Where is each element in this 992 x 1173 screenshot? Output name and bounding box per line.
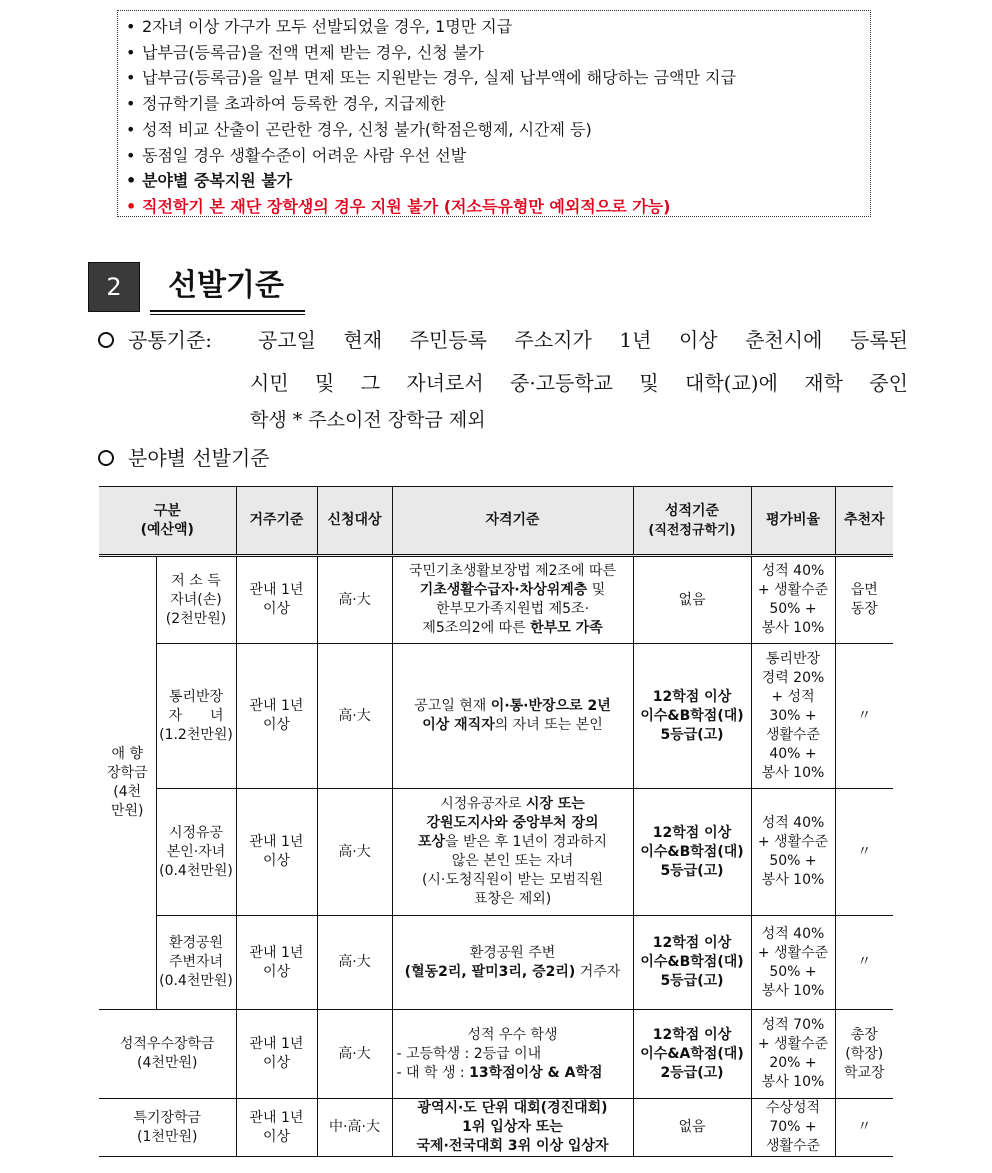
residence-cell: 관내 1년 이상 — [236, 556, 317, 644]
table-row — [99, 1099, 893, 1157]
group-name-cell: 애 향 장학금 (4천 만원) — [99, 556, 156, 1010]
header-residence: 거주기준 — [236, 487, 317, 556]
bullet-icon: • — [126, 94, 136, 114]
ratio-cell: 성적 40% + 생활수준 50% + 봉사 10% — [751, 556, 835, 644]
qualification-text: 의 자녀 또는 본인 — [494, 717, 603, 733]
field-criteria-heading: 분야별 선발기준 — [98, 442, 270, 471]
criteria-word: 이상 — [678, 328, 718, 352]
bullet-icon: • — [126, 17, 136, 36]
ratio-cell: 수상성적 70% + 생활수준 — [751, 1099, 835, 1157]
qualification-text: 시정유공자로 — [440, 796, 526, 812]
ratio-cell: 성적 70% + 생활수준 20% + 봉사 10% — [751, 1010, 835, 1099]
circle-bullet-icon — [98, 450, 114, 466]
qualification-text: 을 받은 후 1년이 경과하지 않은 본인 또는 자녀 (시·도청직원이 받는 모범직원 표창은 제외) — [421, 834, 607, 907]
header-ratio: 평가비율 — [751, 487, 835, 556]
category-cell: 환경공원 주변자녀 (0.4천만원) — [156, 916, 236, 1010]
notice-item — [126, 14, 870, 40]
table-row — [99, 789, 893, 916]
table-row — [99, 644, 893, 789]
residence-cell: 관내 1년 이상 — [236, 1010, 317, 1099]
section-title: 선발기준 — [150, 262, 305, 312]
qualification-text: 국민기초생활보장법 제2조에 따른 — [408, 563, 617, 579]
bullet-icon: • — [126, 68, 136, 88]
category-cell: 성적우수장학금 (4천만원) — [99, 1010, 236, 1099]
bullet-icon: • — [126, 119, 136, 139]
table-row — [99, 556, 893, 644]
criteria-word: 등록된 — [849, 328, 908, 352]
qualification-text: 환경공원 주변 — [469, 944, 556, 961]
criteria-word: 중·고등학교 — [510, 371, 613, 395]
notice-text: 성적 비교 산출이 곤란한 경우, 신청 불가(학점은행제, 시간제 등) — [142, 119, 592, 139]
recommender-cell: 〃 — [835, 789, 893, 916]
notice-text: 정규학기를 초과하여 등록한 경우, 지급제한 — [142, 94, 446, 114]
notice-list — [126, 14, 870, 220]
recommender-cell: 〃 — [835, 1099, 893, 1157]
notice-item — [126, 194, 870, 220]
notice-text: 직전학기 본 재단 장학생의 경우 지원 불가 (저소득유형만 예외적으로 가능) — [142, 196, 671, 216]
criteria-word: 중인 — [869, 371, 908, 395]
qualification-cell — [392, 556, 633, 644]
notice-text: 분야별 중복지원 불가 — [142, 171, 293, 191]
residence-cell: 관내 1년 이상 — [236, 1099, 317, 1157]
criteria-word: 및 — [639, 371, 659, 395]
qualification-text: 공고일 현재 — [414, 698, 491, 714]
header-recommender: 추천자 — [835, 487, 893, 556]
ratio-cell: 성적 40% + 생활수준 50% + 봉사 10% — [751, 916, 835, 1010]
qualification-cell — [392, 1010, 633, 1099]
target-cell: 高·大 — [317, 644, 392, 789]
target-cell: 高·大 — [317, 556, 392, 644]
notice-item — [126, 168, 870, 194]
criteria-word: 시민 — [250, 371, 289, 395]
criteria-word: 주민등록 — [409, 328, 487, 352]
table-row — [99, 916, 893, 1010]
qualification-text: 및 한부모가족지원법 제5조· 제5조의2에 따른 — [422, 582, 606, 636]
section-number: 2 — [88, 262, 140, 312]
notice-item — [126, 65, 870, 91]
selection-criteria-table — [99, 486, 893, 1157]
qualification-bold: 시장 또는 강원도지사와 중앙부처 장의 포상 — [417, 796, 599, 850]
notice-box — [117, 10, 871, 217]
criteria-word: 대학(교)에 — [685, 371, 778, 395]
residence-cell: 관내 1년 이상 — [236, 916, 317, 1010]
recommender-cell: 〃 — [835, 644, 893, 789]
recommender-cell: 총장 (학장) 학교장 — [835, 1010, 893, 1099]
table-header-row — [99, 487, 893, 556]
bullet-icon: • — [126, 42, 136, 62]
target-cell: 高·大 — [317, 916, 392, 1010]
criteria-word: 자녀로서 — [406, 371, 484, 395]
qualification-bold: 한부모 가족 — [530, 620, 603, 636]
qualification-bold: 이·통·반장으로 2년 이상 재직자 — [422, 698, 611, 733]
grade-cell: 12학점 이상 이수&B학점(대) 5등급(고) — [633, 916, 751, 1010]
qualification-line — [395, 1064, 631, 1083]
notice-text: 납부금(등록금)을 전액 면제 받는 경우, 신청 불가 — [142, 42, 484, 62]
grade-cell: 12학점 이상 이수&B학점(대) 5등급(고) — [633, 789, 751, 916]
target-cell: 中·高·大 — [317, 1099, 392, 1157]
notice-item — [126, 91, 870, 117]
target-cell: 高·大 — [317, 1010, 392, 1099]
grade-cell: 없음 — [633, 556, 751, 644]
bullet-icon: • — [126, 171, 137, 191]
header-grade: 성적기준 (직전정규학기) — [633, 487, 751, 556]
criteria-word: 공고일 — [258, 328, 316, 352]
bullet-icon: • — [126, 145, 136, 165]
category-cell: 특기장학금 (1천만원) — [99, 1099, 236, 1157]
header-qualification: 자격기준 — [392, 487, 633, 556]
qualification-line: - 고등학생 : 2등급 이내 — [396, 1045, 542, 1062]
criteria-word: 춘천시에 — [745, 328, 823, 352]
notice-text: 2자녀 이상 가구가 모두 선발되었을 경우, 1명만 지급 — [142, 17, 513, 36]
bullet-icon: • — [126, 196, 137, 216]
qualification-cell — [392, 916, 633, 1010]
criteria-word: 주소지가 — [514, 328, 592, 352]
common-criteria-label: 공통기준: — [98, 324, 212, 353]
category-cell: 저 소 득 자녀(손) (2천만원) — [156, 556, 236, 644]
common-criteria-line3: 학생 * 주소이전 장학금 제외 — [250, 409, 486, 431]
criteria-word: 1년 — [619, 328, 652, 352]
criteria-word: 재학 — [804, 371, 843, 395]
qualification-bold: (혈동2리, 팔미3리, 증2리) — [404, 963, 576, 980]
grade-cell: 없음 — [633, 1099, 751, 1157]
qualification-bold: 13학점이상 & A학점 — [469, 1064, 603, 1081]
qualification-bold: 기초생활수급자·차상위계층 — [419, 582, 588, 598]
grade-cell: 12학점 이상 이수&A학점(대) 2등급(고) — [633, 1010, 751, 1099]
criteria-word: 및 — [315, 371, 335, 395]
qualification-cell: 광역시·도 단위 대회(경진대회) 1위 입상자 또는 국제·전국대회 3위 이상 입상자 — [392, 1099, 633, 1157]
qualification-cell — [392, 789, 633, 916]
notice-item — [126, 143, 870, 169]
qualification-text: 거주자 — [575, 963, 621, 980]
qualification-title: 성적 우수 학생 — [467, 1026, 558, 1043]
common-criteria-words — [258, 324, 908, 353]
qualification-cell — [392, 644, 633, 789]
grade-cell: 12학점 이상 이수&B학점(대) 5등급(고) — [633, 644, 751, 789]
ratio-cell: 성적 40% + 생활수준 50% + 봉사 10% — [751, 789, 835, 916]
residence-cell: 관내 1년 이상 — [236, 644, 317, 789]
residence-cell: 관내 1년 이상 — [236, 789, 317, 916]
common-criteria-line1 — [98, 324, 908, 353]
notice-item — [126, 117, 870, 143]
header-target: 신청대상 — [317, 487, 392, 556]
notice-text: 납부금(등록금)을 일부 면제 또는 지원받는 경우, 실제 납부액에 해당하는 금액만 지급 — [142, 68, 736, 88]
qualification-text: - 대 학 생 : — [396, 1064, 470, 1081]
criteria-word: 현재 — [343, 328, 383, 352]
target-cell: 高·大 — [317, 789, 392, 916]
recommender-cell: 읍면 동장 — [835, 556, 893, 644]
notice-text: 동점일 경우 생활수준이 어려운 사람 우선 선발 — [142, 145, 467, 165]
table-row — [99, 1010, 893, 1099]
header-category: 구분 (예산액) — [99, 487, 236, 556]
criteria-word: 그 — [360, 371, 381, 395]
common-criteria-line2 — [250, 367, 908, 396]
category-cell: 시정유공 본인·자녀 (0.4천만원) — [156, 789, 236, 916]
recommender-cell: 〃 — [835, 916, 893, 1010]
notice-item — [126, 40, 870, 66]
ratio-cell: 통리반장 경력 20% + 성적 30% + 생활수준 40% + 봉사 10% — [751, 644, 835, 789]
circle-bullet-icon — [98, 332, 114, 348]
category-cell: 통리반장 자 녀 (1.2천만원) — [156, 644, 236, 789]
